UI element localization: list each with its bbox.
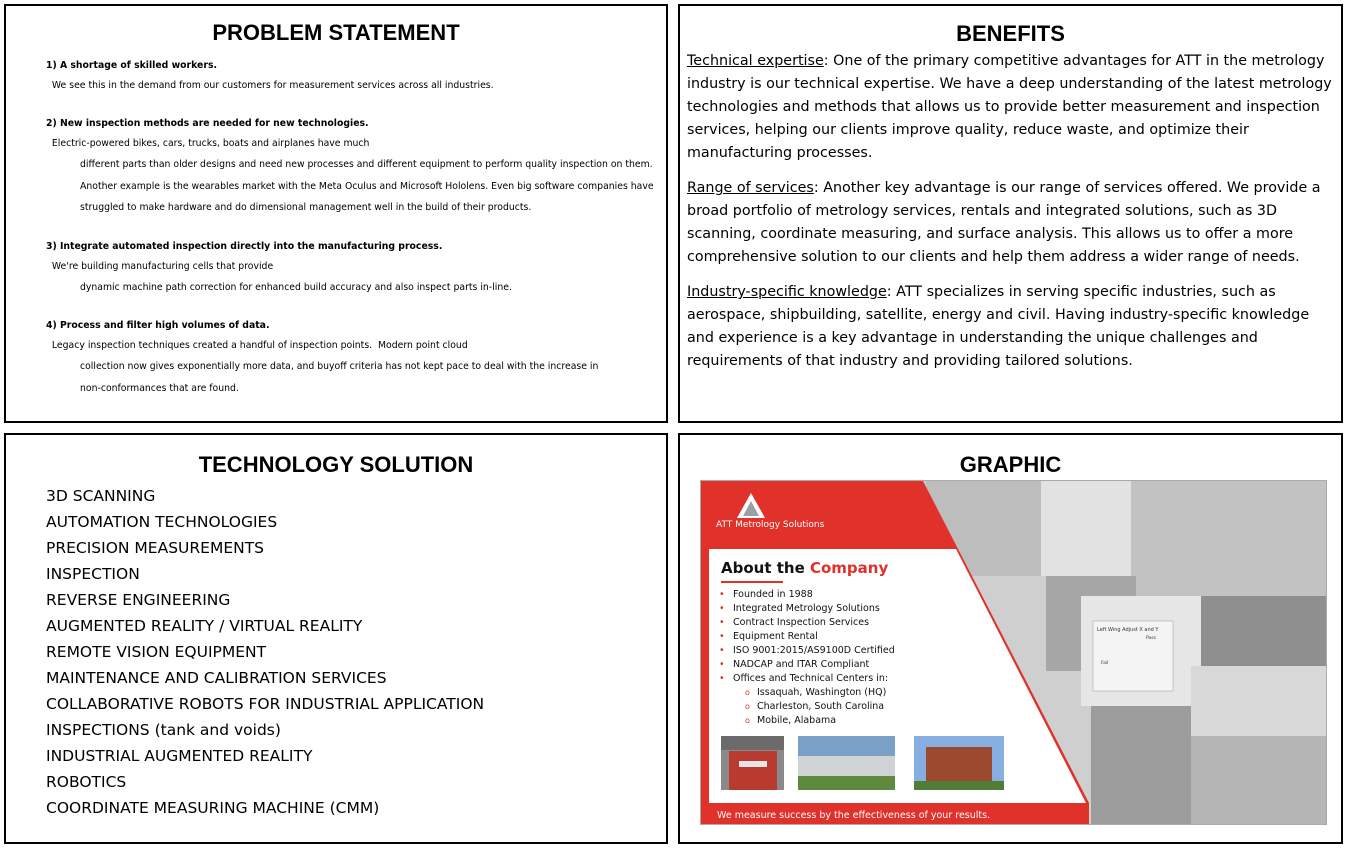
benefits-body — [687, 50, 1335, 385]
technology-item: PRECISION MEASUREMENTS — [46, 539, 265, 557]
benefits-title: BENEFITS — [956, 21, 1065, 46]
collage-label: Fail — [1101, 661, 1109, 666]
facility-photo-charleston — [798, 736, 895, 790]
benefit-heading: Industry-specific knowledge — [687, 284, 887, 300]
graphic-title: GRAPHIC — [959, 452, 1062, 477]
technology-list — [46, 483, 484, 821]
problem-item-heading: 4) Process and filter high volumes of data. — [46, 320, 270, 331]
company-fact — [717, 644, 895, 658]
company-fact — [717, 616, 895, 630]
office-location — [717, 700, 895, 714]
problem-item-continuation: dynamic machine path correction for enhanced build accuracy and also inspect parts in-line. — [80, 281, 512, 293]
technology-item: INSPECTION — [46, 565, 140, 583]
benefit-text: : One of the primary competitive advantages for ATT in the metrology industry is our technical expertise. We have a deep understanding of the latest metrology technologies and methods that allows us to provide better measurement and inspection services, helping our clients improve quality, reduce waste, and optimize their manufacturing processes. — [687, 53, 1332, 161]
collage-photo-equipment — [1191, 736, 1326, 824]
company-fact-text: Offices and Technical Centers in: — [733, 673, 889, 684]
company-fact — [717, 602, 895, 616]
technology-item: MAINTENANCE AND CALIBRATION SERVICES — [46, 669, 387, 687]
company-fact — [717, 672, 895, 686]
technology-item: ROBOTICS — [46, 773, 127, 791]
collage-photo-lab — [1131, 481, 1326, 596]
technology-item: REMOTE VISION EQUIPMENT — [46, 643, 267, 661]
technology-item: COLLABORATIVE ROBOTS FOR INDUSTRIAL APPLICATION — [46, 695, 485, 713]
bullet-icon: • — [719, 673, 725, 684]
circle-bullet-icon: o — [745, 702, 750, 711]
bullet-icon: • — [719, 631, 725, 642]
company-fact — [717, 630, 895, 644]
bullet-icon: • — [719, 603, 725, 614]
bullet-icon: • — [719, 617, 725, 628]
technology-item: 3D SCANNING — [46, 487, 156, 505]
company-fact-text: Contract Inspection Services — [733, 617, 870, 628]
office-location-text: Charleston, South Carolina — [757, 701, 885, 712]
problem-statement-title: PROBLEM STATEMENT — [212, 20, 460, 45]
problem-item-heading: 1) A shortage of skilled workers. — [46, 60, 218, 71]
company-flyer-graphic — [700, 480, 1327, 825]
facility-photo-issaquah — [721, 736, 784, 790]
circle-bullet-icon: o — [745, 688, 750, 697]
collage-photo-aircraft — [1191, 666, 1326, 736]
office-location — [717, 686, 895, 700]
benefit-text: : Another key advantage is our range of services offered. We provide a broad portfolio of metrology services, rentals and integrated solutions, such as 3D scanning, coordinate measuring, and surface analysis. This allows us to offer a more comprehensive solution to our clients and help them address a wider range of needs. — [687, 180, 1321, 265]
graphic-panel — [678, 433, 1343, 844]
office-location — [717, 714, 895, 728]
technology-solution-panel — [4, 433, 668, 844]
problem-item-continuation: Another example is the wearables market with the Meta Oculus and Microsoft Hololens. Even big software companies have — [80, 180, 654, 192]
technology-item: INSPECTIONS (tank and voids) — [46, 721, 281, 739]
logo-text: ATT Metrology Solutions — [716, 520, 825, 530]
problem-statement-panel — [4, 4, 668, 423]
benefits-panel — [678, 4, 1343, 423]
collage-label: Pass — [1146, 636, 1156, 641]
bullet-icon: • — [719, 659, 725, 670]
problem-item-heading — [46, 421, 271, 423]
office-location-text: Mobile, Alabama — [757, 715, 837, 726]
benefit-paragraph — [687, 281, 1335, 373]
about-company-heading — [721, 559, 888, 577]
benefit-text: : ATT specializes in serving specific industries, such as aerospace, shipbuilding, satellite, energy and civil. Having industry-specific knowledge and experience is a key advantage in understanding the unique challenges and requirements of that industry and providing tailored solutions. — [687, 284, 1310, 369]
problem-item-text: We're building manufacturing cells that provide — [46, 260, 274, 272]
problem-item-heading: 2) New inspection methods are needed for new technologies. — [46, 118, 369, 129]
problem-item-text: Legacy inspection techniques created a handful of inspection points. Modern point cloud — [46, 340, 468, 351]
company-fact-text: Equipment Rental — [733, 631, 818, 642]
company-fact-text: Integrated Metrology Solutions — [733, 603, 880, 614]
problem-item — [46, 56, 660, 96]
benefit-paragraph — [687, 50, 1335, 165]
technology-item: AUTOMATION TECHNOLOGIES — [46, 513, 278, 531]
problem-item — [46, 316, 660, 399]
company-fact-text: ISO 9001:2015/AS9100D Certified — [733, 645, 895, 656]
office-location-text: Issaquah, Washington (HQ) — [757, 687, 887, 698]
problem-item-continuation: different parts than older designs and need new processes and different equipment to perform quality inspection on them. — [80, 159, 653, 170]
bullet-icon: • — [719, 645, 725, 656]
collage-photo-tank — [1201, 596, 1326, 666]
facility-photo-mobile — [914, 736, 1004, 790]
benefit-heading: Technical expertise — [687, 53, 824, 69]
bullet-icon: • — [719, 589, 725, 600]
company-fact-text: NADCAP and ITAR Compliant — [733, 659, 870, 670]
company-fact-text: Founded in 1988 — [733, 589, 813, 600]
problem-item-continuation: non-conformances that are found. — [80, 382, 239, 394]
problem-item-continuation: struggled to make hardware and do dimensional management well in the build of their products. — [80, 202, 532, 213]
problem-list — [46, 56, 660, 423]
problem-item-heading: 3) Integrate automated inspection directly into the manufacturing process. — [46, 240, 443, 252]
about-heading-prefix: About the — [721, 559, 810, 577]
problem-item — [46, 417, 660, 423]
collage-photo-hangar — [1091, 706, 1191, 824]
collage-photo-crane — [1041, 481, 1131, 576]
company-tagline: We measure success by the effectiveness of your results. — [717, 810, 991, 821]
circle-bullet-icon: o — [745, 716, 750, 725]
heading-underline — [721, 581, 783, 583]
collage-label: Left Wing Adjust X and Y — [1097, 627, 1159, 633]
technology-item: REVERSE ENGINEERING — [46, 591, 231, 609]
technology-item: AUGMENTED REALITY / VIRTUAL REALITY — [46, 617, 363, 635]
about-heading-accent: Company — [809, 559, 889, 577]
benefit-heading: Range of services — [687, 180, 814, 196]
technology-item: INDUSTRIAL AUGMENTED REALITY — [46, 747, 313, 765]
benefit-paragraph — [687, 177, 1335, 269]
company-facts-list — [717, 588, 895, 728]
technology-solution-title: TECHNOLOGY SOLUTION — [198, 452, 474, 477]
company-fact — [717, 588, 895, 602]
problem-item-text: We see this in the demand from our customers for measurement services across all industries. — [46, 80, 494, 91]
problem-item — [46, 237, 660, 299]
company-fact — [717, 658, 895, 672]
problem-item-continuation: collection now gives exponentially more data, and buyoff criteria has not kept pace to deal with the increase in — [80, 361, 599, 372]
problem-item — [46, 114, 660, 219]
problem-item-text: Electric-powered bikes, cars, trucks, boats and airplanes have much — [46, 138, 370, 149]
technology-item: COORDINATE MEASURING MACHINE (CMM) — [46, 799, 380, 817]
